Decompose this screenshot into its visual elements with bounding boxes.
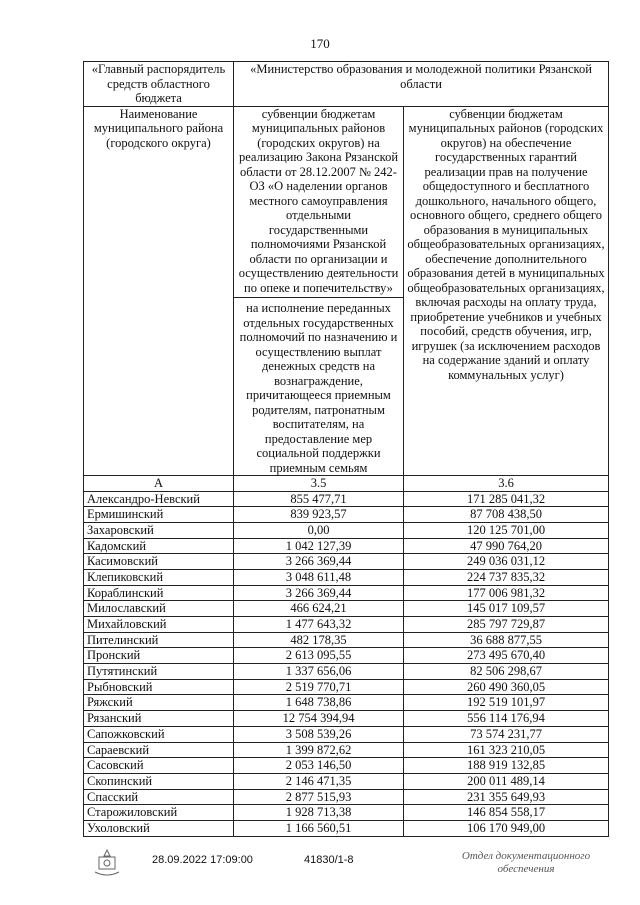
value-3-5: 12 754 394,94 xyxy=(234,711,404,727)
value-3-5: 2 877 515,93 xyxy=(234,789,404,805)
table-row xyxy=(84,632,609,648)
municipality-name: Ермишинский xyxy=(84,507,234,523)
municipality-name: Пронский xyxy=(84,648,234,664)
municipality-name: Милославский xyxy=(84,601,234,617)
budget-table xyxy=(83,61,609,837)
municipality-name: Пителинский xyxy=(84,632,234,648)
municipality-name: Рязанский xyxy=(84,711,234,727)
column-letter-3-5: 3.5 xyxy=(234,476,404,492)
value-3-5: 3 048 611,48 xyxy=(234,569,404,585)
value-3-6: 145 017 109,57 xyxy=(404,601,609,617)
value-3-5: 0,00 xyxy=(234,522,404,538)
value-3-6: 224 737 835,32 xyxy=(404,569,609,585)
municipality-name: Захаровский xyxy=(84,522,234,538)
value-3-6: 87 708 438,50 xyxy=(404,507,609,523)
value-3-6: 106 170 949,00 xyxy=(404,820,609,836)
table-row xyxy=(84,820,609,836)
value-3-6: 47 990 764,20 xyxy=(404,538,609,554)
table-row xyxy=(84,805,609,821)
municipality-name: Кораблинский xyxy=(84,585,234,601)
table-row xyxy=(84,569,609,585)
table-row xyxy=(84,664,609,680)
value-3-6: 36 688 877,55 xyxy=(404,632,609,648)
value-3-5: 2 053 146,50 xyxy=(234,758,404,774)
value-3-6: 177 006 981,32 xyxy=(404,585,609,601)
table-row xyxy=(84,695,609,711)
page-number: 170 xyxy=(310,36,330,51)
table-row xyxy=(84,617,609,633)
table-row xyxy=(84,773,609,789)
value-3-5: 3 508 539,26 xyxy=(234,726,404,742)
value-3-6: 231 355 649,93 xyxy=(404,789,609,805)
municipality-column-header: Наименование муниципального района (городского округа) xyxy=(84,106,234,476)
value-3-5: 2 519 770,71 xyxy=(234,679,404,695)
municipality-name: Спасский xyxy=(84,789,234,805)
municipality-name: Ряжский xyxy=(84,695,234,711)
table-row xyxy=(84,711,609,727)
value-3-5: 2 613 095,55 xyxy=(234,648,404,664)
department-stamp: Отдел документационного обеспечения xyxy=(461,850,591,875)
value-3-5: 466 624,21 xyxy=(234,601,404,617)
column-letter-3-6: 3.6 xyxy=(404,476,609,492)
value-3-6: 260 490 360,05 xyxy=(404,679,609,695)
municipality-name: Кадомский xyxy=(84,538,234,554)
value-3-5: 2 146 471,35 xyxy=(234,773,404,789)
value-3-6: 146 854 558,17 xyxy=(404,805,609,821)
table-row xyxy=(84,507,609,523)
column-3-5-bottom-text: на исполнение переданных отдельных государственных полномочий по назначению и осуществлению выплат денежных средств на вознаграждение, причитающееся приемным родителям, патронатным воспитателям, на предоставление мер социальной поддержки приемным семьям xyxy=(239,301,398,475)
table-row xyxy=(84,726,609,742)
table-row xyxy=(84,789,609,805)
column-3-5-top-text: субвенции бюджетам муниципальных районов (городских округов) на реализацию Закона Рязанской области от 28.12.2007 № 242-ОЗ «О наделении органов местного самоуправления отдельными государственными полномочиями Рязанской области по организации и осуществлению деятельности по опеке и попечительству» xyxy=(234,107,403,299)
table-row xyxy=(84,491,609,507)
footer-datetime: 28.09.2022 17:09:00 xyxy=(152,854,253,866)
municipality-name: Клепиковский xyxy=(84,569,234,585)
municipality-name: Сараевский xyxy=(84,742,234,758)
table-row xyxy=(84,601,609,617)
value-3-5: 3 266 369,44 xyxy=(234,585,404,601)
municipality-name: Ухоловский xyxy=(84,820,234,836)
value-3-5: 3 266 369,44 xyxy=(234,554,404,570)
table-row xyxy=(84,538,609,554)
municipality-name: Старожиловский xyxy=(84,805,234,821)
value-3-5: 1 042 127,39 xyxy=(234,538,404,554)
value-3-6: 171 285 041,32 xyxy=(404,491,609,507)
municipality-name: Путятинский xyxy=(84,664,234,680)
value-3-6: 249 036 031,12 xyxy=(404,554,609,570)
value-3-5: 1 928 713,38 xyxy=(234,805,404,821)
footer-doc-number: 41830/1-8 xyxy=(304,854,354,866)
value-3-6: 200 011 489,14 xyxy=(404,773,609,789)
municipality-name: Михайловский xyxy=(84,617,234,633)
table-row xyxy=(84,679,609,695)
value-3-6: 73 574 231,77 xyxy=(404,726,609,742)
value-3-5: 1 166 560,51 xyxy=(234,820,404,836)
admin-label: «Главный распорядитель средств областного бюджета xyxy=(84,62,234,107)
table-row xyxy=(84,648,609,664)
value-3-6: 285 797 729,87 xyxy=(404,617,609,633)
value-3-6: 273 495 670,40 xyxy=(404,648,609,664)
column-letter-a: А xyxy=(84,476,234,492)
column-3-5-header xyxy=(234,106,404,476)
municipality-name: Скопинский xyxy=(84,773,234,789)
municipality-name: Сасовский xyxy=(84,758,234,774)
value-3-5: 1 337 656,06 xyxy=(234,664,404,680)
value-3-6: 120 125 701,00 xyxy=(404,522,609,538)
value-3-5: 1 399 872,62 xyxy=(234,742,404,758)
value-3-5: 1 648 738,86 xyxy=(234,695,404,711)
municipality-name: Касимовский xyxy=(84,554,234,570)
value-3-5: 855 477,71 xyxy=(234,491,404,507)
table-row xyxy=(84,585,609,601)
value-3-5: 482 178,35 xyxy=(234,632,404,648)
ministry-name: «Министерство образования и молодежной политики Рязанской области xyxy=(234,62,609,107)
value-3-6: 556 114 176,94 xyxy=(404,711,609,727)
table-row xyxy=(84,554,609,570)
value-3-5: 839 923,57 xyxy=(234,507,404,523)
value-3-6: 82 506 298,67 xyxy=(404,664,609,680)
column-3-6-header: субвенции бюджетам муниципальных районов (городских округов) на обеспечение государственных гарантий реализации прав на получение общедоступного и бесплатного дошкольного, начального общего, основного общего, среднего общего образования в муниципальных общеобразовательных организациях, обеспечение дополнительного образования детей в муниципальных общеобразовательных организациях, включая расходы на оплату труда, приобретение учебников и учебных пособий, средств обучения, игр, игрушек (за исключением расходов на содержание зданий и оплату коммунальных услуг) xyxy=(404,106,609,476)
emblem-icon xyxy=(90,848,124,878)
table-row xyxy=(84,522,609,538)
value-3-5: 1 477 643,32 xyxy=(234,617,404,633)
municipality-name: Александро-Невский xyxy=(84,491,234,507)
table-row xyxy=(84,742,609,758)
value-3-6: 161 323 210,05 xyxy=(404,742,609,758)
municipality-name: Сапожковский xyxy=(84,726,234,742)
table-row xyxy=(84,758,609,774)
value-3-6: 192 519 101,97 xyxy=(404,695,609,711)
municipality-name: Рыбновский xyxy=(84,679,234,695)
value-3-6: 188 919 132,85 xyxy=(404,758,609,774)
